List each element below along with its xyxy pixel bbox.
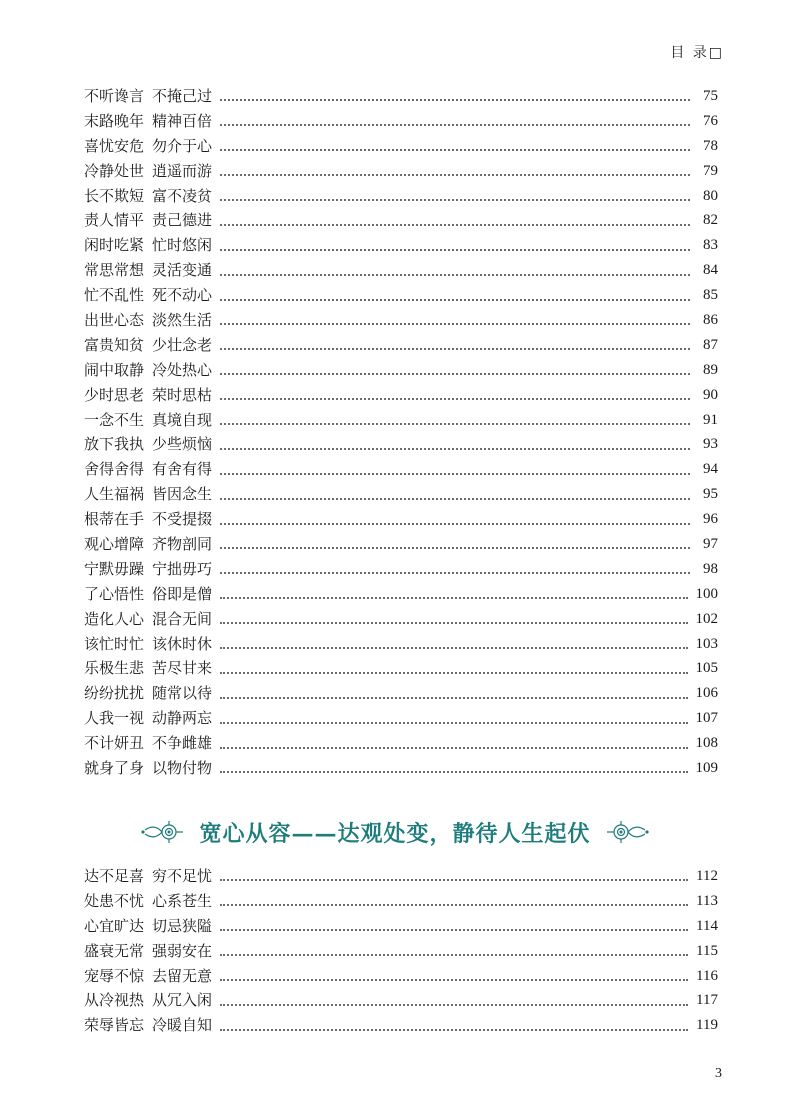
toc-entry-title-second: 切忌狭隘 [152,916,213,935]
toc-entry-title [84,134,212,159]
dot-leader [220,274,690,276]
toc-entry[interactable] [84,964,718,989]
toc-entry-title [84,964,212,989]
toc-entry-title-second: 从冗入闲 [152,991,213,1010]
dot-leader [220,224,690,226]
toc-entry-title-first: 闹中取静 [84,360,145,379]
toc-entry-title-first: 荣辱皆忘 [84,1016,145,1035]
toc-entry-page: 109 [695,760,718,777]
toc-entry-title-first: 出世心态 [84,311,145,330]
toc-entry-title-first: 处患不忧 [84,891,145,910]
toc-entry-title [84,109,212,134]
toc-entry-page: 117 [696,992,718,1009]
toc-entry-title-second: 强弱安在 [152,941,213,960]
toc-entry-title [84,159,212,184]
toc-entry-title-second: 忙时悠闲 [152,236,213,255]
toc-entry-title-first: 不听谗言 [84,87,145,105]
dot-leader [220,954,688,956]
toc-entry-title-second: 穷不足忧 [152,867,213,885]
toc-entry[interactable] [84,432,718,457]
dot-leader [220,622,687,624]
dot-leader [220,904,688,906]
dot-leader [220,124,690,126]
toc-entry-title [84,283,212,308]
toc-entry-title [84,582,212,607]
toc-entry-title [84,408,212,433]
dot-leader [220,299,690,301]
toc-entry-title [84,208,212,233]
toc-entry-title-second: 死不动心 [152,286,213,305]
dot-leader [220,572,690,574]
toc-entry-title-first: 长不欺短 [84,186,145,205]
toc-entry-title-first: 达不足喜 [84,867,145,885]
toc-entry-page: 108 [695,735,718,752]
toc-entry-title [84,864,212,889]
toc-entry-page: 78 [703,137,718,154]
toc-entry-title-second: 勿介于心 [152,136,213,155]
toc-entry[interactable] [84,988,718,1013]
toc-entry[interactable] [84,208,718,233]
toc-entry[interactable] [84,706,718,731]
toc-entry-title [84,939,212,964]
toc-entry[interactable] [84,159,718,184]
dot-leader [220,249,690,251]
toc-entry-page: 83 [703,237,718,254]
toc-entry-page: 116 [696,967,718,984]
dot-leader [220,597,687,599]
toc-entry-title-first: 心宜旷达 [84,916,145,935]
dot-leader [220,722,687,724]
toc-entry[interactable] [84,233,718,258]
dot-leader [220,672,687,674]
toc-entry-title [84,914,212,939]
dot-leader [220,647,687,649]
toc-entry-title-first: 该忙时忙 [84,634,145,653]
toc-entry-title-first: 就身了身 [84,759,145,778]
toc-entry-title-first: 闲时吃紧 [84,236,145,255]
toc-entry-title-second: 冷暖自知 [152,1016,213,1035]
toc-entry-page: 76 [703,112,718,129]
toc-entry-title-second: 皆因念生 [152,485,213,504]
toc-entry-title-second: 逍遥而游 [152,161,213,180]
toc-entry-title-second: 心系苍生 [152,891,213,910]
dot-leader [220,323,690,325]
toc-entry-title [84,632,212,657]
toc-entry-title [84,457,212,482]
toc-entry-title [84,184,212,209]
dot-leader [220,373,690,375]
toc-entry[interactable] [84,109,718,134]
toc-entry[interactable] [84,333,718,358]
toc-entry[interactable] [84,939,718,964]
toc-entry-title-first: 末路晚年 [84,111,145,130]
toc-entry[interactable] [84,84,718,109]
toc-entry-page: 85 [703,287,718,304]
toc-entry-title [84,889,212,914]
toc-entry-page: 82 [703,212,718,229]
toc-entry[interactable] [84,408,718,433]
toc-entry-title [84,988,212,1013]
toc-entry-title-first: 忙不乱性 [84,286,145,305]
dot-leader [220,523,690,525]
toc-entry-title-first: 了心悟性 [84,584,145,603]
toc-entry-title-second: 淡然生活 [152,311,213,330]
toc-entry[interactable] [84,889,718,914]
toc-entry[interactable] [84,482,718,507]
dot-leader [220,879,688,881]
toc-entry[interactable] [84,134,718,159]
toc-entry-title-second: 该休时休 [152,634,213,653]
running-head: 目 录□ [670,45,724,61]
toc-entry-title [84,706,212,731]
toc-entry-page: 84 [703,262,718,279]
dot-leader [220,1029,688,1031]
toc-entry-title-second: 苦尽甘来 [152,659,213,678]
toc-entry-title-second: 不受提掇 [152,510,213,529]
dot-leader [220,1004,688,1006]
toc-entry-page: 93 [703,436,718,453]
toc-entry[interactable] [84,358,718,383]
toc-entry-title-second: 灵活变通 [152,261,213,280]
dot-leader [220,174,690,176]
toc-entry-title-second: 精神百倍 [152,111,213,130]
toc-entry-title-first: 富贵知贫 [84,335,145,354]
toc-entry-page: 89 [703,361,718,378]
toc-entry-title-second: 宁拙毋巧 [152,559,213,578]
toc-entry-page: 96 [703,511,718,528]
toc-entry-page: 112 [696,868,718,884]
toc-entry-page: 91 [703,411,718,428]
toc-entry-title-first: 从冷视热 [84,991,145,1010]
toc-entry-title [84,84,212,109]
toc-entry-title-second: 少些烦恼 [152,435,213,454]
toc-entry-page: 115 [696,942,718,959]
toc-entry-title [84,333,212,358]
section-heading-text: 宽心从容——达观处变，静待人生起伏 [199,820,591,847]
toc-entry-page: 79 [703,162,718,179]
toc-entry-title [84,756,212,781]
toc-entry-page: 119 [696,1017,718,1034]
toc-entry[interactable] [84,731,718,756]
toc-entry-title-first: 盛衰无常 [84,941,145,960]
dot-leader [220,423,690,425]
toc-entry-page: 102 [695,610,718,627]
toc-entry[interactable] [84,756,718,781]
toc-entry-title [84,383,212,408]
floral-ornament-icon [605,820,651,844]
toc-entry-page: 87 [703,336,718,353]
toc-entry-title-second: 少壮念老 [152,335,213,354]
toc-entry-title-first: 不计妍丑 [84,734,145,753]
toc-entry-title-first: 冷静处世 [84,161,145,180]
section-heading [0,812,790,852]
toc-entry[interactable] [84,681,718,706]
toc-entry[interactable] [84,607,718,632]
toc-entry-title-second: 荣时思枯 [152,385,213,404]
toc-entry-page: 106 [695,685,718,702]
toc-entry-title [84,507,212,532]
dot-leader [220,747,687,749]
toc-entry-title-second: 去留无意 [152,966,213,985]
toc-entry-page: 114 [696,917,718,934]
toc-entry[interactable] [84,184,718,209]
toc-entry-title-second: 富不凌贫 [152,186,213,205]
toc-entry[interactable] [84,457,718,482]
toc-entry[interactable] [84,656,718,681]
toc-entry-title-second: 有舍有得 [152,460,213,479]
toc-entry[interactable] [84,283,718,308]
toc-entry-page: 80 [703,187,718,204]
toc-entry-title-second: 不争雌雄 [152,734,213,753]
toc-entry[interactable] [84,557,718,582]
toc-entry-title-second: 责己德进 [152,211,213,230]
toc-entry-title-first: 观心增障 [84,535,145,554]
toc-entry-page: 97 [703,536,718,553]
toc-entry-title-first: 人生福祸 [84,485,145,504]
toc-entry-title-first: 乐极生悲 [84,659,145,678]
toc-entry-title-first: 根蒂在手 [84,510,145,529]
page-number: 3 [715,1066,722,1081]
toc-entry-page: 100 [695,585,718,602]
dot-leader [220,398,690,400]
toc-list-part1 [84,84,718,781]
dot-leader [220,99,690,101]
toc-entry[interactable] [84,258,718,283]
floral-ornament-icon [139,820,185,844]
toc-entry-page: 94 [703,461,718,478]
toc-entry-title-second: 真境自现 [152,410,213,429]
toc-entry-page: 107 [695,710,718,727]
toc-entry-title [84,557,212,582]
toc-entry-title [84,731,212,756]
toc-entry-title-first: 一念不生 [84,410,145,429]
dot-leader [220,697,687,699]
toc-entry[interactable] [84,532,718,557]
toc-entry-page: 86 [703,312,718,329]
dot-leader [220,448,690,450]
toc-entry-title [84,681,212,706]
toc-entry-title-first: 宁默毋躁 [84,559,145,578]
dot-leader [220,199,690,201]
toc-entry-page: 98 [703,560,718,577]
toc-entry-title [84,233,212,258]
toc-entry-title-second: 动静两忘 [152,709,213,728]
dot-leader [220,498,690,500]
toc-entry-title-second: 冷处热心 [152,360,213,379]
toc-entry-title-second: 俗即是僧 [152,584,213,603]
toc-entry-title-second: 不掩己过 [152,87,213,105]
toc-entry-title [84,432,212,457]
toc-entry-title-first: 造化人心 [84,609,145,628]
toc-entry[interactable] [84,914,718,939]
toc-entry-page: 105 [695,660,718,677]
toc-entry[interactable] [84,632,718,657]
toc-entry-title-second: 齐物剖同 [152,535,213,554]
toc-list-part2 [84,864,718,1038]
toc-entry[interactable] [84,1013,718,1038]
toc-entry-title-first: 放下我执 [84,435,145,454]
toc-entry-title [84,358,212,383]
dot-leader [220,547,690,549]
toc-entry-page: 103 [695,635,718,652]
toc-entry-title [84,656,212,681]
toc-entry[interactable] [84,582,718,607]
toc-entry-title [84,1013,212,1038]
toc-entry-title-first: 舍得舍得 [84,460,145,479]
toc-entry-title-second: 混合无间 [152,609,213,628]
dot-leader [220,473,690,475]
toc-entry-page: 75 [703,88,718,104]
toc-entry-title [84,532,212,557]
dot-leader [220,348,690,350]
toc-entry-title-first: 常思常想 [84,261,145,280]
toc-entry-title-first: 人我一视 [84,709,145,728]
toc-entry-page: 113 [696,892,718,909]
toc-entry-title-second: 以物付物 [152,759,213,778]
toc-entry-title-first: 少时思老 [84,385,145,404]
toc-entry-title-first: 纷纷扰扰 [84,684,145,703]
toc-entry-title-first: 宠辱不惊 [84,966,145,985]
toc-entry[interactable] [84,864,718,889]
toc-entry[interactable] [84,383,718,408]
dot-leader [220,149,690,151]
toc-entry-page: 95 [703,486,718,503]
toc-entry-title [84,258,212,283]
toc-entry-title-second: 随常以待 [152,684,213,703]
dot-leader [220,979,688,981]
toc-entry[interactable] [84,308,718,333]
dot-leader [220,929,688,931]
toc-entry[interactable] [84,507,718,532]
dot-leader [220,771,687,773]
toc-entry-title-first: 喜忧安危 [84,136,145,155]
toc-entry-title [84,482,212,507]
toc-entry-title-first: 责人情平 [84,211,145,230]
toc-entry-title [84,607,212,632]
toc-entry-page: 90 [703,386,718,403]
toc-entry-title [84,308,212,333]
